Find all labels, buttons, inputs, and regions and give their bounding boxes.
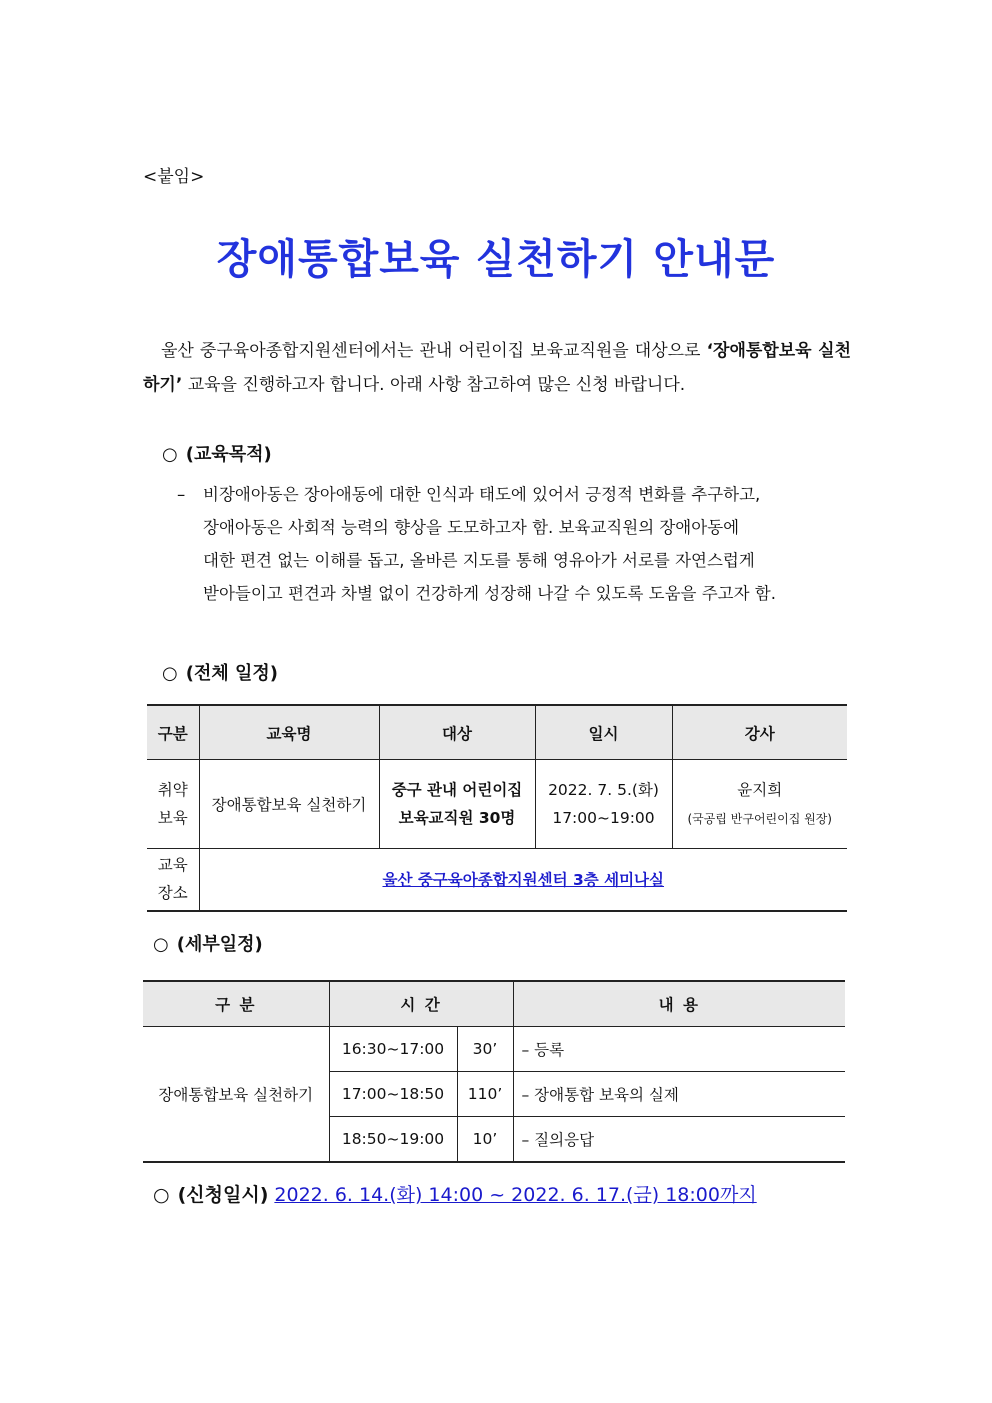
circle-bullet-icon: ○ — [162, 663, 178, 684]
section-purpose-label: (교육목적) — [185, 444, 272, 465]
duration-cell: 110’ — [457, 1072, 513, 1117]
header-program: 구 분 — [143, 981, 329, 1027]
place-link: 울산 중구육아종합지원센터 3층 세미나실 — [382, 871, 665, 890]
purpose-line-4: 받아들이고 편견과 차별 없이 건강하게 성장해 나갈 수 있도록 도움을 주고자 함. — [203, 584, 776, 603]
purpose-text — [177, 478, 853, 610]
apply-label: (신청일시) — [177, 1184, 269, 1206]
section-schedule-heading — [162, 659, 278, 685]
time-cell: 18:50~19:00 — [329, 1117, 457, 1163]
content-cell: – 질의응답 — [513, 1117, 845, 1163]
section-detail-label: (세부일정) — [176, 934, 263, 955]
schedule-header-row — [147, 705, 847, 760]
duration-cell: 10’ — [457, 1117, 513, 1163]
header-course: 교육명 — [199, 705, 379, 760]
schedule-table — [147, 704, 847, 912]
header-datetime: 일시 — [535, 705, 672, 760]
place-label-cell: 교육 장소 — [147, 849, 199, 911]
time-cell: 17:00~18:50 — [329, 1072, 457, 1117]
content-cell: – 장애통합 보육의 실제 — [513, 1072, 845, 1117]
intro-course-name: ‘장애통합보육 실천하기’ — [143, 341, 851, 395]
page-title: 장애통합보육 실천하기 안내문 — [216, 235, 776, 283]
circle-bullet-icon: ○ — [162, 444, 178, 465]
purpose-line-3: 대한 편견 없는 이해를 돕고, 올바른 지도를 통해 영유아가 서로를 자연스럽게 — [203, 551, 755, 570]
place-row — [147, 849, 847, 911]
purpose-line-2: 장애아동은 사회적 능력의 향상을 도모하고자 함. 보육교직원의 장애아동에 — [203, 518, 740, 537]
duration-cell: 30’ — [457, 1027, 513, 1072]
target-cell: 중구 관내 어린이집 보육교직원 30명 — [379, 760, 535, 849]
header-instructor: 강사 — [672, 705, 847, 760]
circle-bullet-icon: ○ — [153, 1184, 170, 1206]
intro-paragraph — [143, 334, 851, 402]
schedule-row — [147, 760, 847, 849]
apply-line — [153, 1180, 757, 1207]
instructor-cell: 윤지희 (국공립 반구어린이집 원장) — [672, 760, 847, 849]
attachment-label: <붙임> — [143, 167, 205, 187]
course-cell: 장애통합보육 실천하기 — [199, 760, 379, 849]
apply-period: 2022. 6. 14.(화) 14:00 ~ 2022. 6. 17.(금) 18:00까지 — [274, 1184, 757, 1206]
header-category: 구분 — [147, 705, 199, 760]
intro-text-1: 울산 중구육아종합지원센터에서는 관내 어린이집 보육교직원을 대상으로 — [161, 341, 707, 361]
detail-schedule-table — [143, 980, 845, 1163]
datetime-cell: 2022. 7. 5.(화) 17:00~19:00 — [535, 760, 672, 849]
header-target: 대상 — [379, 705, 535, 760]
section-detail-heading — [153, 930, 263, 956]
section-purpose-heading — [162, 440, 272, 466]
detail-header-row — [143, 981, 845, 1027]
time-cell: 16:30~17:00 — [329, 1027, 457, 1072]
detail-row — [143, 1027, 845, 1072]
purpose-line-1: 비장애아동은 장아애동에 대한 인식과 태도에 있어서 긍정적 변화를 추구하고, — [203, 485, 761, 504]
header-content: 내 용 — [513, 981, 845, 1027]
circle-bullet-icon: ○ — [153, 934, 169, 955]
content-cell: – 등록 — [513, 1027, 845, 1072]
place-cell — [199, 849, 847, 911]
header-time: 시 간 — [329, 981, 513, 1027]
program-cell: 장애통합보육 실천하기 — [143, 1027, 329, 1163]
dash-bullet: – — [177, 485, 186, 504]
category-cell: 취약 보육 — [147, 760, 199, 849]
intro-text-2: 교육을 진행하고자 합니다. 아래 사항 참고하여 많은 신청 바랍니다. — [182, 375, 686, 395]
section-schedule-label: (전체 일정) — [185, 663, 278, 684]
